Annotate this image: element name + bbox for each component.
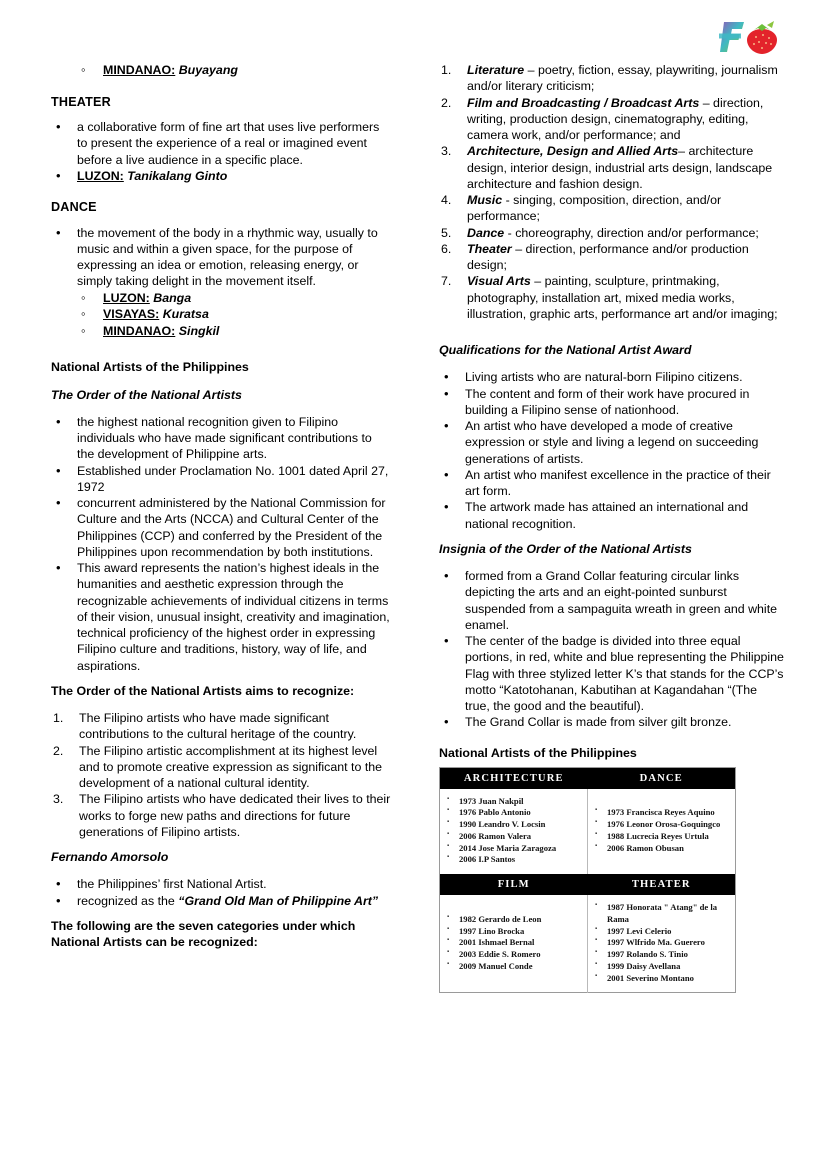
list-number: 7.	[441, 274, 452, 289]
list-item: ▪ 2009 Manuel Conde	[446, 961, 583, 973]
list-item	[51, 225, 391, 290]
list-number: 1.	[441, 63, 452, 77]
category-term: Theater	[467, 241, 512, 256]
table-head-row-1	[440, 767, 736, 789]
table-head-row-2	[440, 874, 736, 895]
list-item: ▪ 1973 Francisca Reyes Aquino	[594, 807, 731, 819]
bullet-text: the highest national recognition given to Filipino individuals who have made significant contributions to the development of Philippine arts.	[77, 414, 372, 462]
aims-list	[51, 710, 391, 840]
item-text: The Filipino artistic accomplishment at its highest level and to promote creative expression as significant to the development of a national cultural identity.	[79, 743, 383, 791]
subheading-order-of-national-artists: The Order of the National Artists	[51, 387, 242, 402]
list-number: 1.	[53, 711, 64, 726]
category-term: Film and Broadcasting / Broadcast Arts	[467, 95, 700, 110]
category-desc: singing, composition, direction, and/or performance;	[467, 193, 722, 224]
category-dash: –	[678, 144, 689, 159]
category-dash: -	[502, 193, 514, 207]
list-item	[439, 241, 784, 274]
category-dash: –	[511, 241, 526, 256]
list-item	[51, 62, 391, 79]
dance-bullets	[51, 225, 391, 290]
bullet-text: The center of the badge is divided into three equal portions, in red, white and blue representing the Philippine Flag with three stylized letter K’s that stands for the CCP’s motto “Katotohanan, Kabutihan at Kagandahan “(The true, the good and the beautiful).	[465, 634, 784, 713]
amorsolo-bullets	[51, 876, 391, 909]
heading-aims-to-recognize: The Order of the National Artists aims to recognize:	[51, 683, 355, 698]
film-entries	[446, 914, 583, 973]
list-item	[51, 168, 391, 184]
list-item: ▪ 1973 Juan Nakpil	[446, 796, 583, 808]
right-column	[439, 62, 784, 993]
bullet-text: The Grand Collar is made from silver gilt bronze.	[465, 715, 732, 730]
region-label: LUZON:	[77, 168, 124, 183]
list-number: 2.	[53, 743, 64, 758]
logo-letter-f	[719, 22, 744, 52]
insignia-bullets	[439, 568, 784, 731]
list-item: ▪ 2006 Ramon Obusan	[594, 843, 731, 855]
list-item: ▪ 1976 Pablo Antonio	[446, 807, 583, 819]
list-item	[439, 499, 784, 532]
region-value: Banga	[153, 290, 192, 305]
list-item	[51, 119, 391, 168]
category-desc: direction, writing, production design, cinematography, editing, camera work, and/or performance; and	[467, 95, 764, 142]
list-item	[439, 714, 784, 730]
bullet-text: The artwork made has attained an international and national recognition.	[465, 500, 749, 531]
list-item	[51, 876, 391, 892]
list-item: ▪ 2006 Ramon Valera	[446, 831, 583, 843]
list-item	[439, 467, 784, 500]
list-item	[439, 633, 784, 714]
category-dash: –	[699, 95, 714, 110]
category-desc: direction, performance and/or production design;	[467, 241, 749, 272]
region-value: Singkil	[178, 323, 220, 338]
list-item: ▪ 2014 Jose Maria Zaragoza	[446, 843, 583, 855]
list-number: 3.	[441, 144, 452, 159]
list-item	[439, 62, 784, 95]
list-number: 6.	[441, 241, 452, 256]
heading-national-artists: National Artists of the Philippines	[51, 360, 249, 375]
list-item	[51, 495, 391, 560]
list-item: ▪ 2001 Ishmael Bernal	[446, 937, 583, 949]
list-item	[439, 386, 784, 419]
cell-film-list	[440, 895, 588, 993]
list-item: ▪ 1999 Daisy Avellana	[594, 961, 731, 973]
category-dash: –	[530, 274, 545, 289]
list-item	[51, 560, 391, 674]
list-item: ▪ 1988 Lucrecia Reyes Urtula	[594, 831, 731, 843]
category-desc: choreography, direction and/or performance;	[515, 225, 759, 240]
list-item: ▪ 1997 Rolando S. Tinio	[594, 949, 731, 961]
bullet-text: the Philippines’ first National Artist.	[77, 877, 267, 892]
table-row	[440, 789, 736, 875]
list-item: ▪ 1990 Leandro V. Locsin	[446, 819, 583, 831]
national-artists-table	[439, 767, 736, 994]
bullet-text: An artist who have developed a mode of creative expression or style and living a legend on succeeding generations of artists.	[465, 419, 759, 466]
table-title: National Artists of the Philippines	[439, 745, 637, 760]
list-number: 2.	[441, 95, 452, 110]
list-item	[439, 95, 784, 144]
list-number: 3.	[53, 792, 64, 807]
cell-theater-list	[588, 895, 736, 993]
category-desc: painting, sculpture, printmaking, photography, installation art, mixed media works, illustration, graphic arts, performance art and/or imaging;	[467, 274, 778, 321]
list-item	[439, 225, 784, 241]
list-item	[51, 323, 391, 340]
architecture-entries	[446, 796, 583, 867]
category-dash: -	[504, 225, 516, 240]
list-item	[439, 143, 784, 192]
bullet-text: The content and form of their work have procured in building a Filipino sense of nationhood.	[465, 386, 750, 417]
list-number: 4.	[441, 193, 452, 207]
list-item	[439, 273, 784, 322]
category-term: Dance	[467, 225, 505, 240]
cell-dance-list	[588, 789, 736, 875]
list-item	[51, 791, 391, 840]
dance-region-list	[51, 290, 391, 340]
category-desc: architecture design, interior design, industrial arts design, landscape architecture and fashion design.	[467, 144, 773, 191]
category-term: Literature	[467, 63, 525, 77]
qualifications-bullets	[439, 369, 784, 532]
heading-seven-categories-intro: The following are the seven categories under which National Artists can be recognized:	[51, 918, 356, 950]
list-item	[439, 418, 784, 467]
column-header-theater: THEATER	[588, 874, 736, 895]
bullet-text: This award represents the nation’s highest ideals in the humanities and aesthetic expression through the recognizable achievements of individual citizens in terms of their vision, unusual insight, creativity and imagination, technical proficiency of the highest order in expressing Filipino culture and traditions, history, way of life, and aspirations.	[77, 561, 390, 673]
bullet-text-quote: “Grand Old Man of Philippine Art”	[178, 893, 379, 908]
bullet-text: formed from a Grand Collar featuring circular links depicting the arts and an eight-pointed sunburst suspended from a sampaguita wreath in green and white enamel.	[465, 569, 778, 632]
column-header-architecture: ARCHITECTURE	[440, 767, 588, 789]
list-item: ▪ 1976 Leonor Orosa-Goquingco	[594, 819, 731, 831]
list-item: ▪ 1987 Honorata " Atang" de la Rama	[594, 902, 731, 926]
region-value: Kuratsa	[162, 307, 209, 322]
list-item	[439, 369, 784, 385]
item-text: The Filipino artists who have made significant contributions to the cultural heritage of the country.	[79, 711, 357, 742]
category-term: Architecture, Design and Allied Arts	[467, 144, 679, 159]
section-heading-theater: THEATER	[51, 94, 111, 109]
bullet-text-prefix: recognized as the	[77, 893, 179, 908]
list-item	[51, 463, 391, 496]
list-item	[51, 710, 391, 743]
list-item	[51, 414, 391, 463]
section-heading-dance: DANCE	[51, 200, 97, 215]
list-item: ▪ 2003 Eddie S. Romero	[446, 949, 583, 961]
heading-insignia: Insignia of the Order of the National Artists	[439, 541, 692, 556]
bullet-text: a collaborative form of fine art that uses live performers to present the experience of a real or imagined event before a live audience in a specific place.	[77, 120, 380, 167]
heading-qualifications: Qualifications for the National Artist Award	[439, 343, 692, 357]
list-item: ▪ 1982 Gerardo de Leon	[446, 914, 583, 926]
dance-entries	[594, 807, 731, 854]
list-item: ▪ 2006 I.P Santos	[446, 854, 583, 866]
left-column	[51, 62, 391, 952]
list-item: ▪ 1997 Levi Celerio	[594, 926, 731, 938]
mindanao-subitem-list	[51, 62, 391, 79]
list-number: 5.	[441, 225, 452, 240]
category-dash: –	[524, 63, 538, 77]
category-term: Visual Arts	[467, 274, 531, 289]
column-header-film: FILM	[440, 874, 588, 895]
bullet-text: concurrent administered by the National Commission for Culture and the Arts (NCCA) and Cultural Center of the Philippines (CCP) and conferred by the President of the Philippines upon recommendation by both institutions.	[77, 496, 386, 559]
order-bullets	[51, 414, 391, 674]
list-item	[51, 306, 391, 323]
theater-bullets	[51, 119, 391, 184]
list-item: ▪ 1997 Wlfrido Ma. Guerero	[594, 937, 731, 949]
list-item	[51, 893, 391, 909]
item-text: The Filipino artists who have dedicated their lives to their works to forge new paths and directions for future generations of Filipino artists.	[79, 792, 391, 839]
list-item	[439, 568, 784, 633]
theater-entries	[594, 902, 731, 984]
bullet-text: An artist who manifest excellence in the practice of their art form.	[465, 467, 771, 498]
category-term: Music	[467, 193, 503, 207]
region-value: Buyayang	[178, 63, 238, 77]
region-value: Tanikalang Ginto	[127, 168, 228, 183]
region-label: MINDANAO:	[103, 323, 176, 338]
region-label: VISAYAS:	[103, 307, 160, 322]
bullet-text: Established under Proclamation No. 1001 dated April 27, 1972	[77, 463, 389, 494]
list-item: ▪ 2001 Severino Montano	[594, 973, 731, 985]
logo-strawberry	[747, 21, 777, 54]
list-item	[51, 290, 391, 307]
category-desc: poetry, fiction, essay, playwriting, journalism and/or literary criticism;	[467, 63, 778, 94]
fruit-f-logo	[718, 14, 780, 58]
list-item: ▪ 1997 Lino Brocka	[446, 926, 583, 938]
region-label: LUZON:	[103, 290, 150, 305]
list-item	[439, 192, 784, 225]
heading-fernando-amorsolo: Fernando Amorsolo	[51, 850, 169, 865]
categories-list	[439, 62, 784, 322]
cell-architecture-list	[440, 789, 588, 875]
list-item	[51, 743, 391, 792]
region-label: MINDANAO:	[103, 63, 176, 77]
bullet-text: the movement of the body in a rhythmic way, usually to music and within a given space, for the purpose of expressing an idea or emotion, releasing energy, or simply taking delight in the movement itself.	[77, 225, 378, 289]
bullet-text: Living artists who are natural-born Filipino citizens.	[465, 370, 743, 385]
table-row	[440, 895, 736, 993]
column-header-dance: DANCE	[588, 767, 736, 789]
